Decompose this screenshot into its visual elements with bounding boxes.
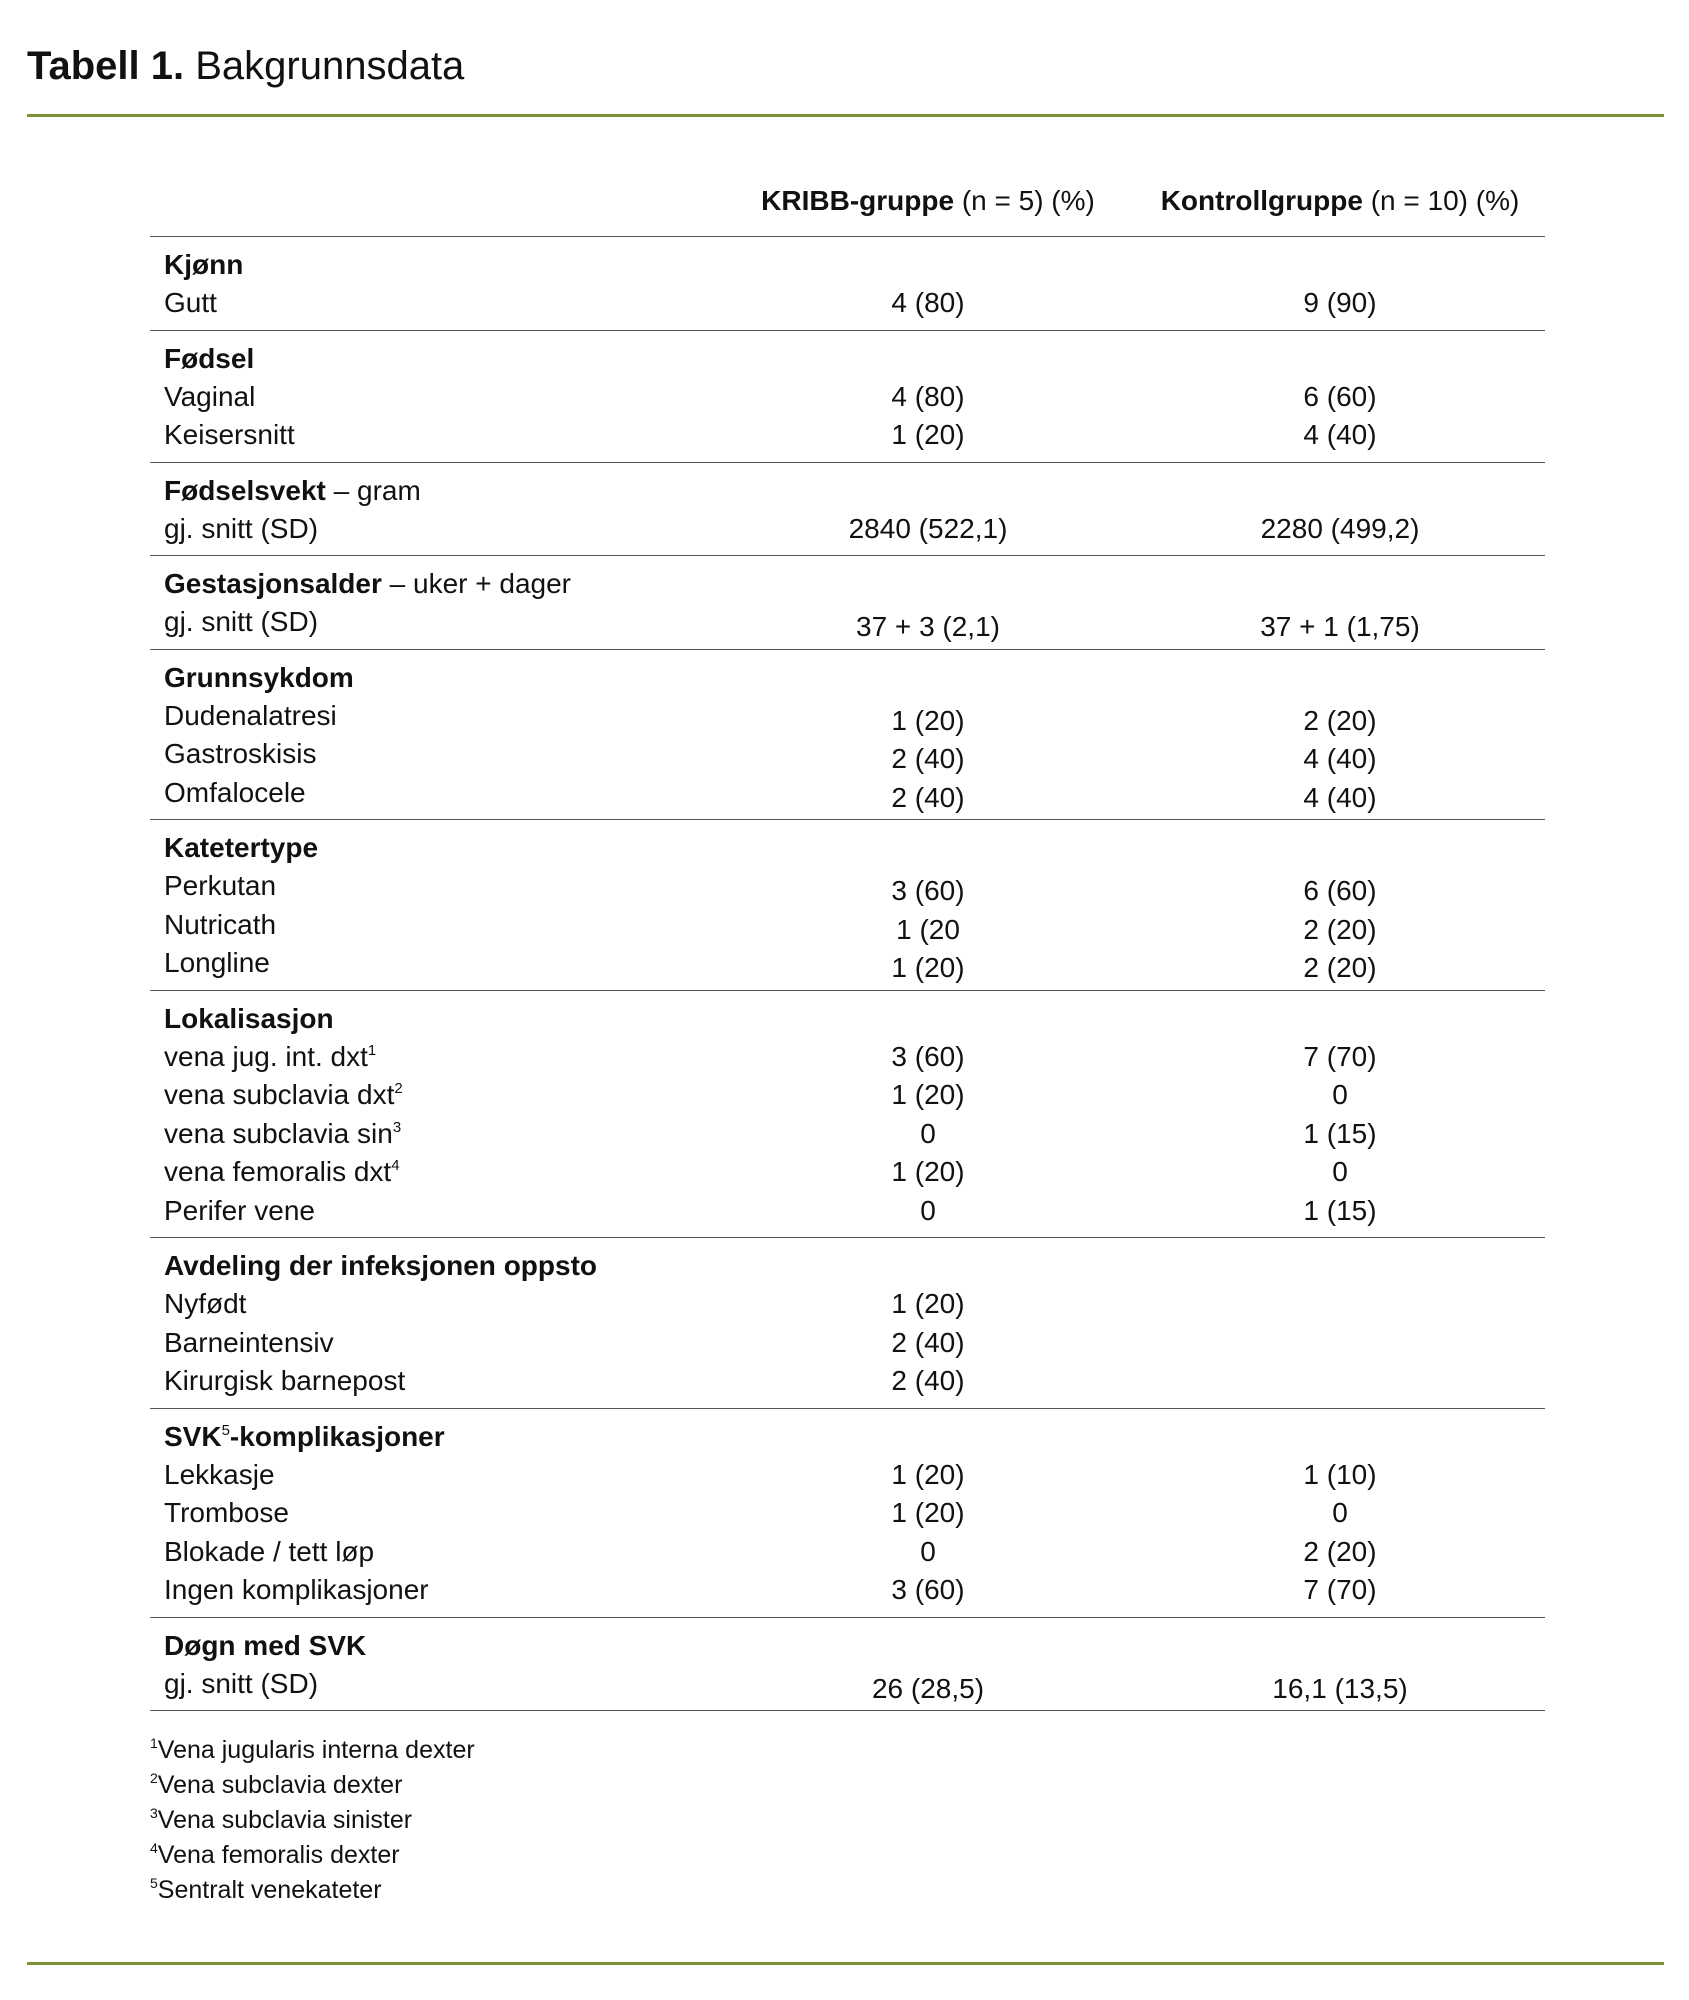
row-label-text: Perifer vene [164, 1194, 315, 1226]
kribb-value: 1 (20) [891, 1079, 965, 1110]
table-row [150, 774, 1545, 813]
row-label [164, 1153, 400, 1191]
row-label-text: Nyfødt [164, 1288, 247, 1319]
kribb-value: 1 (20) [891, 704, 965, 736]
footnotes [150, 1733, 475, 1908]
control-value: 0 [1332, 1497, 1348, 1528]
section-title [150, 565, 1545, 603]
section-title-bold: Døgn med SVK [164, 1629, 367, 1661]
kribb-value: 2 (40) [891, 1365, 965, 1396]
kribb-value: 1 (20) [891, 419, 965, 450]
row-label-text: Vaginal [164, 380, 256, 412]
control-value: 0 [1332, 1156, 1348, 1187]
table-row [150, 603, 1545, 642]
row-label-superscript: 2 [394, 1080, 403, 1097]
table-section [150, 650, 1545, 821]
section-title [150, 829, 1545, 867]
row-label-text: vena femoralis dxt [164, 1156, 392, 1187]
footnote-text: Vena subclavia dexter [157, 1771, 403, 1799]
section-title-bold: SVK [164, 1420, 222, 1452]
footnote [150, 1733, 475, 1768]
row-label [164, 603, 318, 641]
control-value: 7 (70) [1303, 1574, 1377, 1605]
row-label-text: Lekkasje [164, 1458, 275, 1490]
row-label-text: Longline [164, 947, 270, 978]
header-kribb-rest: (n = 5) (%) [961, 185, 1095, 216]
section-title [150, 1627, 1545, 1665]
row-label-text: gj. snitt (SD) [164, 512, 319, 544]
kribb-value: 1 (20) [891, 952, 965, 983]
table-section [150, 556, 1545, 650]
section-title-bold: Katetertype [164, 832, 319, 863]
row-label-text: gj. snitt (SD) [164, 1667, 319, 1699]
table-row [150, 510, 1545, 549]
table-section [150, 991, 1545, 1239]
section-title [150, 246, 1545, 284]
section-title-bold: Lokalisasjon [164, 1002, 334, 1034]
kribb-value: 4 (80) [891, 380, 965, 412]
row-label [164, 1076, 403, 1114]
kribb-value: 1 (20) [891, 1497, 965, 1528]
table-row [150, 1456, 1545, 1495]
control-value: 4 (40) [1303, 743, 1377, 774]
top-rule [27, 114, 1664, 117]
control-value: 7 (70) [1303, 1040, 1377, 1072]
footnote-text: Vena subclavia sinister [157, 1806, 413, 1834]
row-label [164, 774, 306, 812]
row-label-superscript: 3 [392, 1118, 402, 1136]
row-label [164, 735, 316, 773]
row-label [164, 1192, 315, 1230]
kribb-value: 3 (60) [891, 875, 965, 906]
footnote-mark: 5 [150, 1875, 158, 1891]
row-label [164, 1115, 401, 1153]
footnote-text: Vena jugularis interna dexter [157, 1736, 475, 1764]
table-section [150, 1618, 1545, 1712]
table-row [150, 1324, 1545, 1363]
row-label-superscript: 1 [367, 1041, 377, 1059]
row-label-text: Ingen komplikasjoner [164, 1574, 429, 1605]
row-label [164, 906, 276, 944]
section-title [150, 1000, 1545, 1038]
table-row [150, 1533, 1545, 1572]
table-row [150, 906, 1545, 945]
row-label [164, 284, 217, 322]
control-value: 6 (60) [1303, 380, 1377, 412]
row-label-text: Dudenalatresi [164, 699, 337, 731]
section-title [150, 1247, 1545, 1285]
section-title-bold: Kjønn [164, 249, 244, 280]
table-row [150, 1285, 1545, 1324]
kribb-value: 0 [920, 1535, 936, 1567]
table-section [150, 331, 1545, 463]
section-title-unit: – gram [333, 474, 421, 506]
kribb-value: 1 (20) [891, 1458, 965, 1490]
table-section [150, 1238, 1545, 1409]
footnote [150, 1768, 475, 1803]
row-label-text: gj. snitt (SD) [164, 606, 319, 637]
background-data-table [150, 176, 1545, 1711]
table-body [150, 237, 1545, 1711]
control-value: 37 + 1 (1,75) [1260, 611, 1420, 642]
table-row [150, 1038, 1545, 1077]
footnote-mark: 2 [150, 1770, 158, 1786]
table-section [150, 237, 1545, 331]
row-label [164, 1038, 376, 1076]
section-title-bold: Gestasjonsalder [164, 568, 382, 599]
row-label-text: vena subclavia sin [164, 1117, 393, 1149]
kribb-value: 2 (40) [891, 1326, 965, 1358]
section-title [150, 340, 1545, 378]
header-control-group [1161, 184, 1520, 218]
control-value: 1 (15) [1303, 1117, 1377, 1149]
kribb-value: 4 (80) [891, 287, 965, 318]
table-row [150, 944, 1545, 983]
row-label-text: Gastroskisis [164, 738, 317, 769]
control-value: 2 (20) [1303, 952, 1377, 983]
header-control-rest: (n = 10) (%) [1370, 185, 1520, 216]
table-section [150, 820, 1545, 991]
row-label [164, 944, 270, 982]
footnote [150, 1838, 475, 1873]
row-label [164, 1533, 374, 1571]
control-value: 16,1 (13,5) [1272, 1672, 1408, 1704]
row-label [164, 1494, 289, 1532]
row-label-text: Omfalocele [164, 776, 306, 808]
table-row [150, 1153, 1545, 1192]
row-label [164, 1456, 275, 1494]
control-value: 2280 (499,2) [1260, 512, 1420, 544]
footnote-mark: 4 [150, 1840, 158, 1856]
kribb-value: 26 (28,5) [871, 1672, 985, 1704]
control-value: 0 [1332, 1079, 1348, 1110]
table-row [150, 1571, 1545, 1610]
kribb-value: 2 (40) [891, 781, 965, 813]
row-label-text: vena subclavia dxt [164, 1079, 395, 1110]
footnote [150, 1873, 475, 1908]
kribb-value: 3 (60) [891, 1574, 965, 1605]
table-row [150, 1665, 1545, 1704]
row-label [164, 510, 318, 548]
kribb-value: 0 [920, 1194, 936, 1226]
row-label [164, 416, 295, 454]
row-label [164, 867, 276, 905]
kribb-value: 0 [920, 1117, 936, 1149]
section-title [150, 659, 1545, 697]
row-label-text: vena jug. int. dxt [164, 1040, 368, 1072]
control-value: 4 (40) [1303, 419, 1377, 450]
footnote-mark: 3 [150, 1805, 158, 1821]
row-label [164, 1324, 334, 1362]
header-control-bold: Kontrollgruppe [1160, 185, 1363, 216]
kribb-value: 2840 (522,1) [848, 512, 1008, 544]
section-title [150, 1418, 1545, 1456]
footnote [150, 1803, 475, 1838]
section-title-superscript: 5 [221, 1421, 230, 1439]
row-label [164, 378, 255, 416]
section-title [150, 472, 1545, 510]
page-title [27, 38, 464, 94]
row-label [164, 1362, 405, 1400]
control-value: 9 (90) [1303, 287, 1377, 318]
row-label [164, 1285, 246, 1323]
table-row [150, 1362, 1545, 1401]
section-title-bold-suffix: -komplikasjoner [229, 1420, 445, 1452]
kribb-value: 2 (40) [891, 743, 965, 774]
table-header [150, 176, 1545, 237]
table-row [150, 735, 1545, 774]
table-row [150, 1115, 1545, 1154]
kribb-value: 1 (20) [891, 1288, 965, 1319]
row-label-text: Gutt [164, 287, 217, 318]
row-label-text: Kirurgisk barnepost [164, 1365, 406, 1396]
table-row [150, 416, 1545, 455]
row-label-superscript: 4 [391, 1157, 400, 1174]
header-kribb-bold: KRIBB-gruppe [761, 185, 955, 216]
kribb-value: 1 (20 [896, 913, 960, 945]
section-title-bold: Avdeling der infeksjonen oppsto [164, 1250, 598, 1281]
table-row [150, 1494, 1545, 1533]
row-label-text: Nutricath [164, 908, 277, 940]
kribb-value: 37 + 3 (2,1) [856, 611, 1000, 642]
kribb-value: 3 (60) [891, 1040, 965, 1072]
footnote-text: Sentralt venekateter [157, 1876, 382, 1904]
control-value: 2 (20) [1303, 1535, 1377, 1567]
table-row [150, 378, 1545, 417]
kribb-value: 1 (20) [891, 1156, 965, 1187]
row-label-text: Barneintensiv [164, 1326, 334, 1358]
control-value: 1 (10) [1303, 1458, 1377, 1490]
section-title-unit: – uker + dager [389, 568, 571, 599]
row-label-text: Keisersnitt [164, 419, 295, 450]
table-row [150, 1076, 1545, 1115]
section-title-bold: Fødsel [164, 342, 255, 374]
footnote-mark: 1 [150, 1735, 158, 1751]
control-value: 6 (60) [1303, 875, 1377, 906]
row-label [164, 697, 337, 735]
control-value: 2 (20) [1303, 704, 1377, 736]
row-label [164, 1665, 318, 1703]
row-label-text: Trombose [164, 1497, 290, 1528]
section-title-bold: Fødselsvekt [164, 474, 326, 506]
header-kribb-group [761, 184, 1095, 218]
table-number: Tabell 1. [27, 44, 185, 88]
control-value: 2 (20) [1303, 913, 1377, 945]
row-label [164, 1571, 429, 1609]
table-section [150, 1409, 1545, 1618]
section-title-bold: Grunnsykdom [164, 661, 354, 693]
bottom-rule [27, 1962, 1664, 1965]
control-value: 1 (15) [1303, 1194, 1377, 1226]
row-label-text: Perkutan [164, 870, 277, 901]
table-section [150, 463, 1545, 557]
table-row [150, 697, 1545, 736]
table-caption: Bakgrunnsdata [195, 44, 465, 88]
table-row [150, 284, 1545, 323]
table-row [150, 1192, 1545, 1231]
control-value: 4 (40) [1303, 781, 1377, 813]
table-row [150, 867, 1545, 906]
row-label-text: Blokade / tett løp [164, 1535, 375, 1567]
footnote-text: Vena femoralis dexter [157, 1841, 400, 1869]
